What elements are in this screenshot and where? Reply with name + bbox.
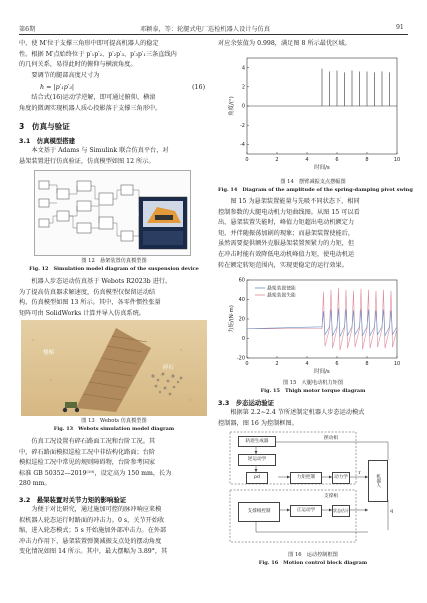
- y-tick-label: -20: [236, 355, 245, 362]
- header-rule: [19, 34, 408, 35]
- figure-15-caption-cn: 图 15 大腿电动机力矩图: [282, 380, 344, 386]
- x-tick-label: 6: [335, 157, 339, 163]
- inverse-kinematics-block: 逆运动学: [238, 454, 276, 466]
- figure-14-caption-cn: 图 14 摆臂减振支点摆幅图: [280, 179, 346, 185]
- y-tick-label: 60: [238, 277, 245, 284]
- x-tick-label: 0: [245, 361, 249, 367]
- terrain-paragraph: 仿真工况设置有碎石路面工况和台阶工况。其 中，碎石路面模拟巡检工况中非结构化路面；台阶 模拟巡检工况中常见的规则障碍物，台阶参考国家 标准 GB 50352—2019⁽¹⁹⁾，设定高为 150 mm，长为 280 mm。: [19, 438, 172, 488]
- stance-control-block: 支撑相控制: [238, 502, 280, 522]
- y-tick-label: -2: [240, 122, 245, 129]
- suspension-torque-paragraph: 为便于对比研究，通过施加可控的脉冲响应来模 拟机器人轮态运行时路面的冲击力。0 s，关节开始收 缩，进入轮态模式；5 s 开始施加外部冲击力。在外部 冲击力作用下，悬架装置弹簧减振支点处的摆动角度 变化情况如图 14 所示。其中，最大摆幅为 3.89°，其: [19, 506, 168, 556]
- figure-13-caption-en: Fig. 13 Webots simulation model diagram: [53, 426, 175, 432]
- y-tick-label: 2: [241, 84, 245, 91]
- y-tick-label: 4: [241, 65, 245, 72]
- x-tick-label: 2: [275, 361, 279, 367]
- figure-15-caption-en: Fig. 15 Thigh motor torque diagram: [260, 388, 366, 394]
- section-3-3-heading: 3.3 步态运动验证: [218, 399, 275, 407]
- webots-scene-image: [21, 320, 207, 416]
- figure-14-caption-en: Fig. 14 Diagram of the amplitude of the spring-damping pivot swing: [218, 187, 413, 193]
- stance-phase-label: 支撑相: [324, 494, 338, 499]
- joint-angle-signal-label: q: [390, 508, 394, 514]
- x-tick-label: 4: [305, 361, 309, 367]
- section-3-2-heading: 3.2 悬架装置对关节力矩的影响验证: [19, 496, 127, 504]
- after-equation-paragraph: 结合式(16)运动学逆解，即可通过俯仰、横滚 角度的微调实现机器人质心投影落于支撑三角形中。: [19, 94, 162, 112]
- y-axis-label: 角度/(°): [229, 96, 235, 116]
- x-tick-label: 0: [245, 157, 249, 163]
- figure-12-caption-en: Fig. 12 Simulation model diagram of the suspension device: [29, 266, 199, 272]
- figure-16-caption-en: Fig. 16 Motion control block diagram: [258, 560, 368, 566]
- gait-control-paragraph: 根据第 2.2~2.4 节所述制定机器人步态运动模式 控制器，图 16 为控制框图。: [218, 409, 365, 427]
- torque-signal-label: τ: [358, 470, 361, 476]
- x-tick-label: 6: [335, 361, 339, 367]
- x-tick-label: 8: [365, 157, 369, 163]
- stairs-label: 楼梯: [43, 350, 54, 356]
- dynamics-block: 动力学: [332, 472, 350, 484]
- gravel-label: 碎石: [163, 365, 174, 371]
- figure-13-webots-scene: [21, 320, 207, 416]
- forward-kinematics-block: 正运动学: [290, 505, 322, 517]
- y-tick-label: -4: [240, 142, 245, 149]
- legend-label: 悬架装置使能: [267, 286, 296, 292]
- fig15-discussion-paragraph: 图 15 为悬架装置能量与先吸不同状态下，相同 控制参数的大腿电动机力矩曲线图。从图 15 可以看 出，悬架装置失能时，峰值力矩超出电动机额定力 矩，并伴随振荡加剧的现象；而悬架装置使能后， 虽然需要提供额外克服悬架装置预紧力的力矩，但 在冲击时能有效降低电动机峰值力矩，使电动机运 转在额定转矩范围内，实现更稳定的运行效果。: [218, 198, 360, 269]
- y-tick-label: 0: [241, 103, 245, 110]
- equation-16: h = |p′₁p′₃|: [40, 83, 75, 91]
- y-tick-label: 0: [241, 336, 245, 343]
- webots-paragraph: 机器人步态运动仿真基于 Webots R2023b 进行。 为了提高仿真器求解速度，仿真模型仅保留运动结 构，仿真模型如图 13 所示。其中，各零件惯性张量 矩阵可由 SolidWorks 计算并导入仿真系统。: [19, 278, 172, 317]
- y-tick-label: 20: [238, 316, 245, 323]
- fig15-svg: [225, 276, 405, 378]
- figure-16-block-diagram: [228, 430, 404, 548]
- torque-control-block: 力矩控制: [290, 472, 322, 484]
- y-tick-label: 40: [238, 297, 245, 304]
- trajectory-generator-block: 轨迹生成器: [238, 436, 276, 447]
- x-axis-label: 时间/s: [314, 165, 330, 171]
- swing-phase-label: 摆动相: [324, 436, 338, 441]
- figure-15-chart: [225, 276, 405, 378]
- figure-13-caption-cn: 图 13 Webots 仿真模型图: [81, 418, 147, 424]
- figure-12-simulink-model: [34, 170, 191, 256]
- running-title: 邓颖泰，等：轮腿式电厂巡检机器人设计与仿真: [140, 26, 270, 33]
- x-tick-label: 4: [305, 157, 309, 163]
- figure-16-caption-cn: 图 16 运动控制框图: [288, 552, 338, 558]
- robot-block: 机器人: [368, 460, 388, 502]
- right-top-line: 对应余弦值为 0.998，满足图 8 所示最优区域。: [218, 40, 351, 47]
- page-number: 91: [396, 24, 404, 31]
- simulink-diagram: [35, 171, 190, 255]
- section-3-1-heading: 3.1 仿真模型搭建: [19, 137, 76, 145]
- figure-14-chart: [225, 54, 405, 176]
- state-estimation-block: 状态估计: [332, 505, 350, 517]
- issue-number: 第6期: [19, 26, 36, 33]
- x-tick-label: 10: [393, 157, 401, 163]
- y-axis-label: 力矩/(N·m): [229, 305, 235, 333]
- x-tick-label: 8: [365, 361, 369, 367]
- x-axis-label: 时间/s: [314, 369, 330, 375]
- x-tick-label: 2: [275, 157, 279, 163]
- simulation-platform-paragraph: 本文基于 Adams 与 Simulink 联合仿真平台，对 悬架装置进行仿真验证，仿真模型如图 12 所示。: [19, 147, 169, 165]
- section-3-heading: 3 仿真与验证: [19, 122, 70, 131]
- legend-label: 悬架装置失能: [267, 293, 296, 299]
- equation-number: (16): [192, 83, 206, 91]
- fig14-svg: [225, 54, 405, 176]
- x-tick-label: 10: [393, 361, 401, 367]
- intro-paragraph: 中，使 M′位于支撑三角形中即可提高机器人的稳定 性。根据 M′点始终位于 p′₁p′₂、p′₂p′₃、p′₃p′₁三条直线内 的几何关系，易得此时的俯仰与横滚角度。 要调节的腿部高度尺寸为: [19, 40, 177, 79]
- figure-12-caption-cn: 图 12 悬架装置仿真模型图: [81, 258, 147, 264]
- pd-block: pd: [246, 472, 268, 484]
